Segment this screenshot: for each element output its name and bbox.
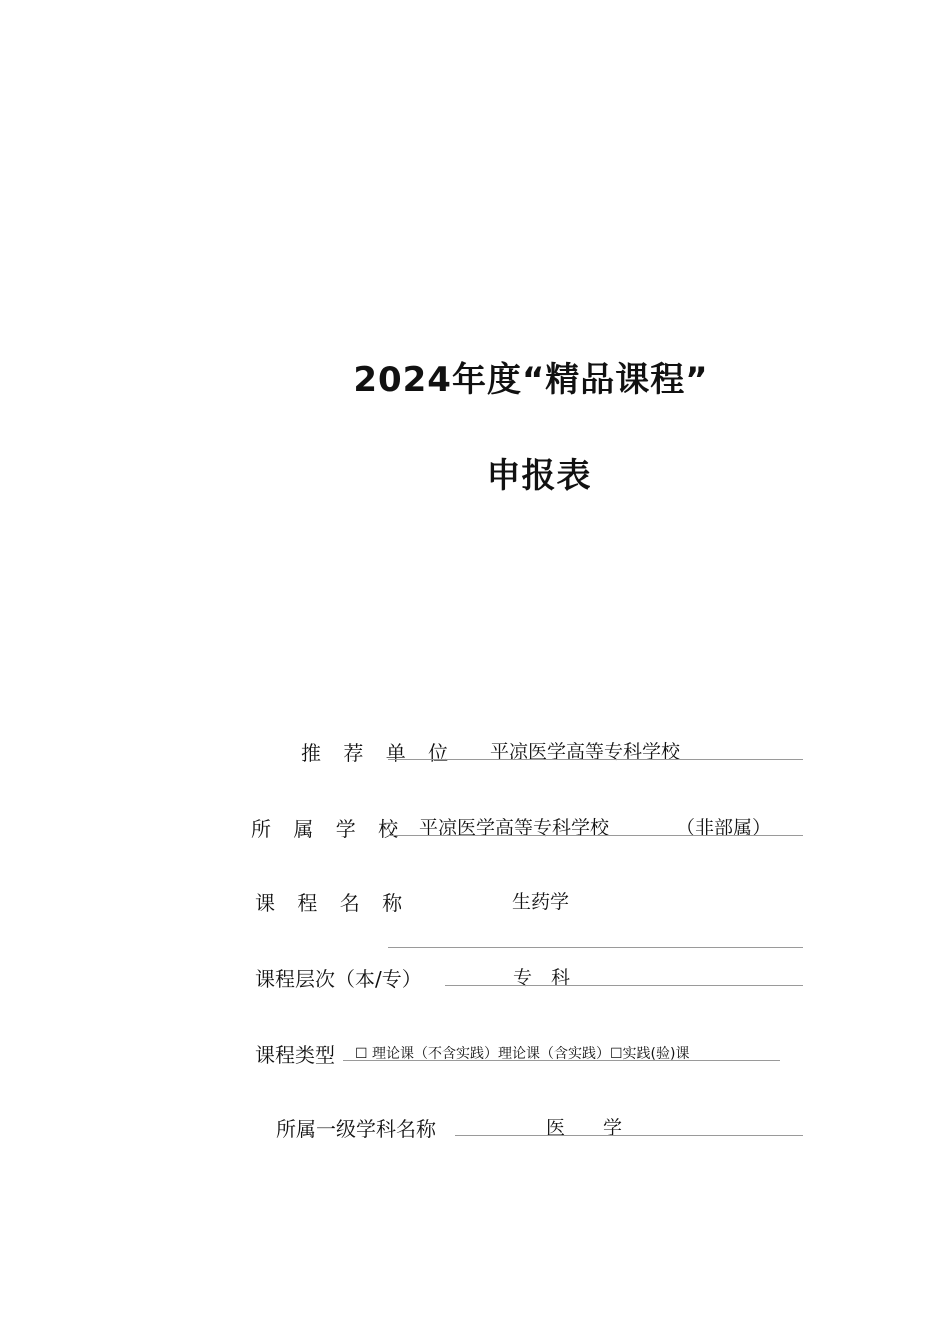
course-name-underline [388, 947, 803, 948]
recommend-unit-value: 平凉医学高等专科学校 [490, 741, 681, 763]
course-level-underline [445, 985, 803, 986]
course-type-underline [343, 1060, 780, 1061]
course-type-options: ☐ 理论课（不含实践）理论课（含实践）☐实践(验)课 [355, 1046, 690, 1062]
school-underline [388, 835, 803, 836]
recommend-unit-underline [388, 759, 803, 760]
discipline-value: 医 学 [546, 1117, 623, 1139]
school-value: 平凉医学高等专科学校 [419, 817, 610, 839]
course-name-label: 课 程 名 称 [255, 891, 411, 915]
discipline-label: 所属一级学科名称 [276, 1117, 436, 1141]
recommend-unit-label: 推 荐 单 位 [301, 741, 457, 765]
title-line-2: 申报表 [486, 456, 592, 496]
school-label: 所 属 学 校 [251, 817, 407, 841]
course-name-value: 生药学 [512, 891, 570, 913]
school-note: （非部属） [676, 817, 772, 839]
discipline-underline [455, 1135, 803, 1136]
course-level-value: 专 科 [513, 967, 571, 989]
course-type-label: 课程类型 [255, 1043, 335, 1067]
course-level-label: 课程层次（本/专） [255, 967, 422, 991]
title-line-1: 2024年度“精品课程” [353, 360, 709, 400]
